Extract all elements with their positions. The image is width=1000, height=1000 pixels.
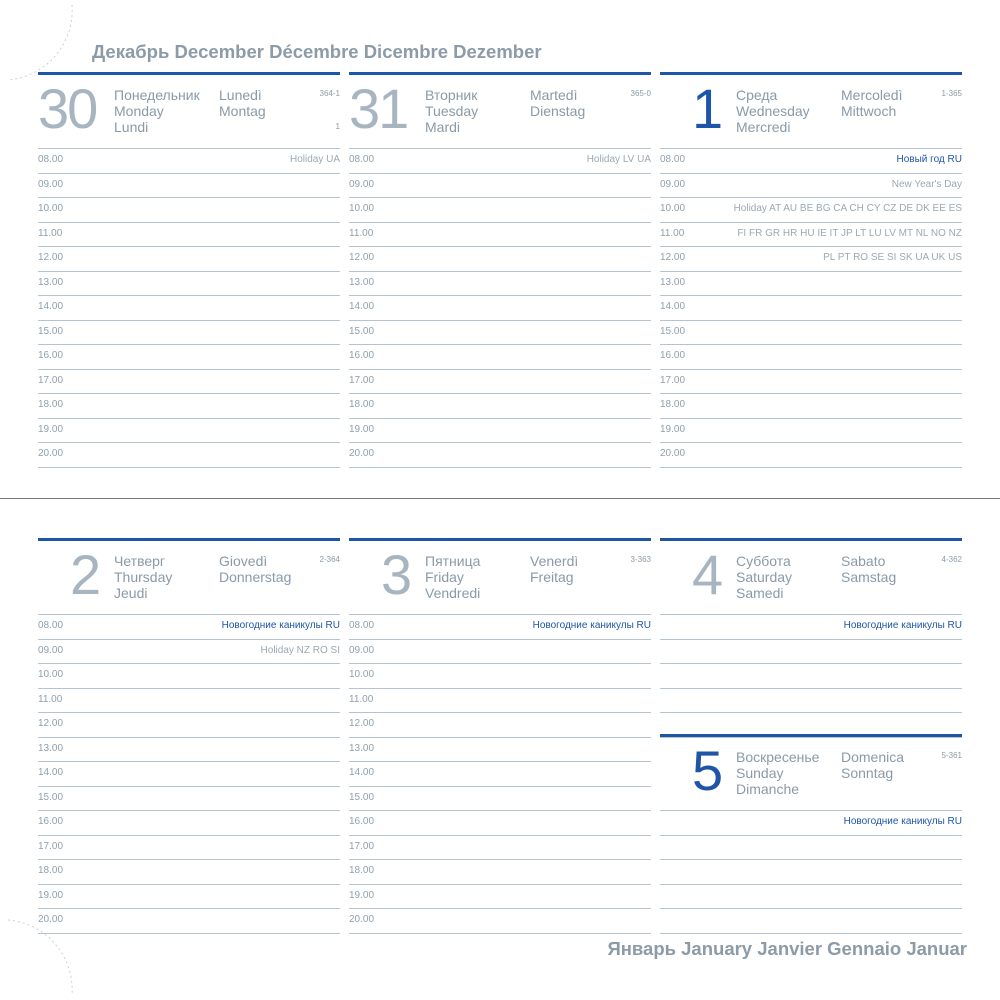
time-slot-line xyxy=(38,859,340,860)
day-names-secondary xyxy=(841,87,902,119)
day-name: Sunday xyxy=(736,765,784,781)
time-slot-label: 17.00 xyxy=(349,840,375,852)
day-name: Mercoledì xyxy=(841,87,903,103)
time-slot-line xyxy=(349,246,651,247)
time-slot-line xyxy=(660,810,962,811)
time-slot-line xyxy=(38,786,340,787)
bottom-month-title: Январь January Janvier Gennaio Januar xyxy=(607,938,967,959)
day-number: 2 xyxy=(70,543,100,606)
day-name: Donnerstag xyxy=(219,569,292,585)
time-slot-label: 12.00 xyxy=(660,252,686,263)
time-slot-line xyxy=(349,197,651,198)
time-slot-label: 17.00 xyxy=(660,374,686,386)
time-slot-label: 09.00 xyxy=(349,644,375,656)
day-name: Domenica xyxy=(841,749,905,765)
time-slot-label: 08.00 xyxy=(38,620,64,631)
day-name: Пятница xyxy=(425,553,481,569)
time-slot-line xyxy=(38,835,340,836)
year-day-counter: 5-361 xyxy=(941,751,962,760)
holiday-note: Holiday NZ RO SI xyxy=(260,644,340,656)
time-slot-line xyxy=(660,320,962,321)
day-column-3 xyxy=(349,538,651,939)
day-top-bar xyxy=(660,734,962,737)
time-slot-line xyxy=(38,369,340,370)
time-slot-line xyxy=(660,884,962,885)
day-column-5 xyxy=(660,734,962,939)
time-slot-line xyxy=(660,712,962,713)
time-slot-line xyxy=(660,295,962,296)
time-slot-line xyxy=(349,148,651,149)
time-slot-label: 11.00 xyxy=(38,693,63,705)
time-slot-label: 12.00 xyxy=(349,718,375,729)
day-name: Суббота xyxy=(736,553,791,569)
day-name: Воскресенье xyxy=(736,749,820,765)
time-slot-line xyxy=(38,393,340,394)
time-slot-line xyxy=(349,344,651,345)
time-slot-label: 16.00 xyxy=(349,350,375,361)
time-slot-label: 10.00 xyxy=(38,669,64,680)
day-names-secondary xyxy=(219,553,291,585)
day-name: Tuesday xyxy=(425,103,479,119)
time-slot-label: 14.00 xyxy=(660,301,686,312)
time-slot-line xyxy=(38,173,340,174)
time-slot-line xyxy=(38,467,340,468)
day-name: Freitag xyxy=(530,569,574,585)
time-slot-line xyxy=(349,222,651,223)
time-slot-label: 09.00 xyxy=(38,644,64,656)
day-name: Jeudi xyxy=(114,585,148,601)
time-slot-label: 13.00 xyxy=(660,276,686,288)
time-slot-label: 13.00 xyxy=(38,742,64,754)
time-slot-label: 17.00 xyxy=(38,840,64,852)
holiday-note: PL PT RO SE SI SK UA UK US xyxy=(823,252,962,263)
day-names-primary xyxy=(425,87,478,135)
day-names-secondary xyxy=(530,553,578,585)
day-top-bar xyxy=(660,538,962,541)
time-slot-label: 12.00 xyxy=(38,718,64,729)
time-slot-label: 18.00 xyxy=(38,865,64,876)
day-name: Martedì xyxy=(530,87,578,103)
time-slot-label: 16.00 xyxy=(660,350,686,361)
day-top-bar xyxy=(38,72,340,75)
time-slot-line xyxy=(349,639,651,640)
time-slot-line xyxy=(38,639,340,640)
holiday-note: Новогодние каникулы RU xyxy=(843,816,962,827)
day-name: Vendredi xyxy=(425,585,481,601)
time-slot-label: 18.00 xyxy=(349,865,375,876)
time-slot-line xyxy=(660,663,962,664)
time-slot-label: 14.00 xyxy=(349,301,375,312)
day-column-1 xyxy=(660,72,962,473)
time-slot-line xyxy=(349,663,651,664)
time-slot-label: 14.00 xyxy=(349,767,375,778)
time-slot-line xyxy=(349,884,651,885)
day-names-secondary xyxy=(219,87,266,119)
time-slot-label: 19.00 xyxy=(349,889,375,901)
day-name: Sabato xyxy=(841,553,886,569)
day-names-primary xyxy=(736,553,792,601)
time-slot-label: 11.00 xyxy=(349,693,374,705)
time-slot-line xyxy=(349,295,651,296)
day-name: Lundi xyxy=(114,119,149,135)
day-name: Среда xyxy=(736,87,778,103)
time-slot-line xyxy=(349,810,651,811)
time-slot-line xyxy=(38,148,340,149)
day-top-bar xyxy=(349,538,651,541)
time-slot-line xyxy=(38,761,340,762)
time-slot-line xyxy=(38,737,340,738)
day-column-2 xyxy=(38,538,340,939)
day-name: Wednesday xyxy=(736,103,810,119)
time-slot-line xyxy=(349,369,651,370)
time-slot-label: 09.00 xyxy=(660,178,686,190)
time-slot-label: 20.00 xyxy=(38,914,64,925)
time-slot-label: 10.00 xyxy=(38,203,64,214)
time-slot-line xyxy=(660,442,962,443)
time-slot-line xyxy=(38,442,340,443)
time-slot-line xyxy=(660,197,962,198)
time-slot-line xyxy=(349,418,651,419)
time-slot-label: 14.00 xyxy=(38,301,64,312)
day-names-primary xyxy=(114,553,172,601)
time-slot-label: 15.00 xyxy=(349,791,375,803)
time-slot-line xyxy=(349,614,651,615)
time-slot-label: 20.00 xyxy=(38,448,64,459)
day-names-secondary xyxy=(841,749,904,781)
time-slot-label: 17.00 xyxy=(349,374,375,386)
time-slot-line xyxy=(349,737,651,738)
day-name: Montag xyxy=(219,103,266,119)
time-slot-label: 16.00 xyxy=(38,816,64,827)
day-top-bar xyxy=(660,72,962,75)
time-slot-line xyxy=(349,688,651,689)
time-slot-label: 10.00 xyxy=(349,203,375,214)
day-top-bar xyxy=(38,538,340,541)
time-slot-line xyxy=(660,933,962,934)
day-column-31 xyxy=(349,72,651,473)
day-name: Friday xyxy=(425,569,464,585)
day-name: Saturday xyxy=(736,569,793,585)
time-slot-line xyxy=(349,786,651,787)
time-slot-line xyxy=(349,712,651,713)
time-slot-label: 12.00 xyxy=(349,252,375,263)
time-slot-line xyxy=(38,884,340,885)
time-slot-line xyxy=(38,663,340,664)
time-slot-line xyxy=(38,295,340,296)
time-slot-line xyxy=(38,810,340,811)
time-slot-label: 12.00 xyxy=(38,252,64,263)
time-slot-line xyxy=(38,246,340,247)
day-name: Dimanche xyxy=(736,781,800,797)
day-name: Monday xyxy=(114,103,164,119)
day-name: Venerdì xyxy=(530,553,579,569)
day-name: Dienstag xyxy=(530,103,586,119)
week-number: 1 xyxy=(335,122,340,131)
holiday-note: New Year's Day xyxy=(891,178,962,190)
day-number: 4 xyxy=(692,543,722,606)
day-name: Sonntag xyxy=(841,765,894,781)
time-slot-line xyxy=(38,197,340,198)
time-slot-line xyxy=(38,614,340,615)
time-slot-line xyxy=(660,246,962,247)
time-slot-line xyxy=(38,933,340,934)
time-slot-line xyxy=(349,859,651,860)
holiday-note: Новый год RU xyxy=(896,154,962,165)
time-slot-line xyxy=(660,148,962,149)
day-names-primary xyxy=(114,87,200,135)
time-slot-label: 08.00 xyxy=(38,154,64,165)
day-name: Четверг xyxy=(114,553,166,569)
year-day-counter: 4-362 xyxy=(941,555,962,564)
time-slot-line xyxy=(660,369,962,370)
time-slot-label: 08.00 xyxy=(349,154,375,165)
holiday-note: FI FR GR HR HU IE IT JP LT LU LV MT NL NO NZ xyxy=(737,227,962,239)
year-day-counter: 1-365 xyxy=(941,89,962,98)
holiday-note: Новогодние каникулы RU xyxy=(843,620,962,631)
time-slot-line xyxy=(38,344,340,345)
holiday-note: Holiday LV UA xyxy=(586,154,651,165)
holiday-note: Holiday AT AU BE BG CA CH CY CZ DE DK EE ES xyxy=(733,203,962,214)
time-slot-line xyxy=(349,393,651,394)
day-names-secondary xyxy=(530,87,585,119)
day-column-30 xyxy=(38,72,340,473)
time-slot-label: 09.00 xyxy=(349,178,375,190)
time-slot-label: 20.00 xyxy=(660,448,686,459)
year-day-counter: 2-364 xyxy=(319,555,340,564)
time-slot-label: 19.00 xyxy=(38,423,64,435)
day-number: 3 xyxy=(381,543,411,606)
time-slot-line xyxy=(660,908,962,909)
time-slot-line xyxy=(349,173,651,174)
year-day-counter: 364-1 xyxy=(319,89,340,98)
time-slot-line xyxy=(660,614,962,615)
time-slot-label: 18.00 xyxy=(660,399,686,410)
day-names-primary xyxy=(736,87,810,135)
time-slot-label: 15.00 xyxy=(349,325,375,337)
page-divider xyxy=(0,498,1000,499)
day-name: Samstag xyxy=(841,569,897,585)
time-slot-line xyxy=(38,320,340,321)
year-day-counter: 3-363 xyxy=(630,555,651,564)
time-slot-label: 19.00 xyxy=(660,423,686,435)
time-slot-line xyxy=(660,688,962,689)
day-name: Mercredi xyxy=(736,119,791,135)
time-slot-line xyxy=(38,688,340,689)
day-names-primary xyxy=(736,749,819,797)
time-slot-line xyxy=(349,908,651,909)
day-number: 30 xyxy=(38,77,97,140)
time-slot-label: 11.00 xyxy=(349,227,374,239)
time-slot-label: 16.00 xyxy=(349,816,375,827)
day-names-primary xyxy=(425,553,480,601)
day-number: 1 xyxy=(692,77,722,140)
time-slot-label: 15.00 xyxy=(38,791,64,803)
time-slot-label: 11.00 xyxy=(660,227,685,239)
time-slot-line xyxy=(38,418,340,419)
time-slot-label: 15.00 xyxy=(660,325,686,337)
time-slot-line xyxy=(349,320,651,321)
day-name: Вторник xyxy=(425,87,478,103)
day-name: Mardi xyxy=(425,119,461,135)
day-names-secondary xyxy=(841,553,896,585)
time-slot-line xyxy=(660,835,962,836)
time-slot-label: 10.00 xyxy=(349,669,375,680)
time-slot-label: 13.00 xyxy=(349,742,375,754)
time-slot-line xyxy=(660,271,962,272)
day-name: Понедельник xyxy=(114,87,200,103)
holiday-note: Новогодние каникулы RU xyxy=(221,620,340,631)
time-slot-label: 14.00 xyxy=(38,767,64,778)
time-slot-line xyxy=(349,933,651,934)
day-number: 5 xyxy=(692,739,722,802)
time-slot-line xyxy=(349,761,651,762)
top-month-title: Декабрь December Décembre Dicembre Dezember xyxy=(92,41,542,62)
time-slot-line xyxy=(38,222,340,223)
holiday-note: Новогодние каникулы RU xyxy=(532,620,651,631)
time-slot-label: 19.00 xyxy=(349,423,375,435)
day-top-bar xyxy=(349,72,651,75)
time-slot-label: 08.00 xyxy=(349,620,375,631)
time-slot-line xyxy=(38,712,340,713)
time-slot-label: 20.00 xyxy=(349,448,375,459)
time-slot-line xyxy=(660,173,962,174)
time-slot-label: 09.00 xyxy=(38,178,64,190)
time-slot-line xyxy=(660,393,962,394)
time-slot-line xyxy=(660,859,962,860)
time-slot-line xyxy=(349,271,651,272)
time-slot-label: 13.00 xyxy=(38,276,64,288)
time-slot-line xyxy=(349,835,651,836)
time-slot-label: 18.00 xyxy=(38,399,64,410)
day-column-4 xyxy=(660,538,962,743)
time-slot-line xyxy=(38,908,340,909)
day-name: Lunedì xyxy=(219,87,262,103)
time-slot-label: 11.00 xyxy=(38,227,63,239)
time-slot-line xyxy=(660,467,962,468)
time-slot-label: 15.00 xyxy=(38,325,64,337)
time-slot-line xyxy=(349,442,651,443)
day-name: Giovedì xyxy=(219,553,268,569)
time-slot-label: 16.00 xyxy=(38,350,64,361)
holiday-note: Holiday UA xyxy=(289,154,340,165)
time-slot-label: 18.00 xyxy=(349,399,375,410)
time-slot-line xyxy=(660,222,962,223)
time-slot-line xyxy=(660,418,962,419)
day-number: 31 xyxy=(349,77,408,140)
time-slot-label: 17.00 xyxy=(38,374,64,386)
year-day-counter: 365-0 xyxy=(630,89,651,98)
time-slot-label: 13.00 xyxy=(349,276,375,288)
day-name: Thursday xyxy=(114,569,173,585)
time-slot-line xyxy=(349,467,651,468)
time-slot-line xyxy=(660,639,962,640)
time-slot-label: 19.00 xyxy=(38,889,64,901)
time-slot-label: 20.00 xyxy=(349,914,375,925)
time-slot-label: 10.00 xyxy=(660,203,686,214)
day-name: Samedi xyxy=(736,585,784,601)
day-name: Mittwoch xyxy=(841,103,897,119)
time-slot-label: 08.00 xyxy=(660,154,686,165)
time-slot-line xyxy=(38,271,340,272)
time-slot-line xyxy=(660,344,962,345)
